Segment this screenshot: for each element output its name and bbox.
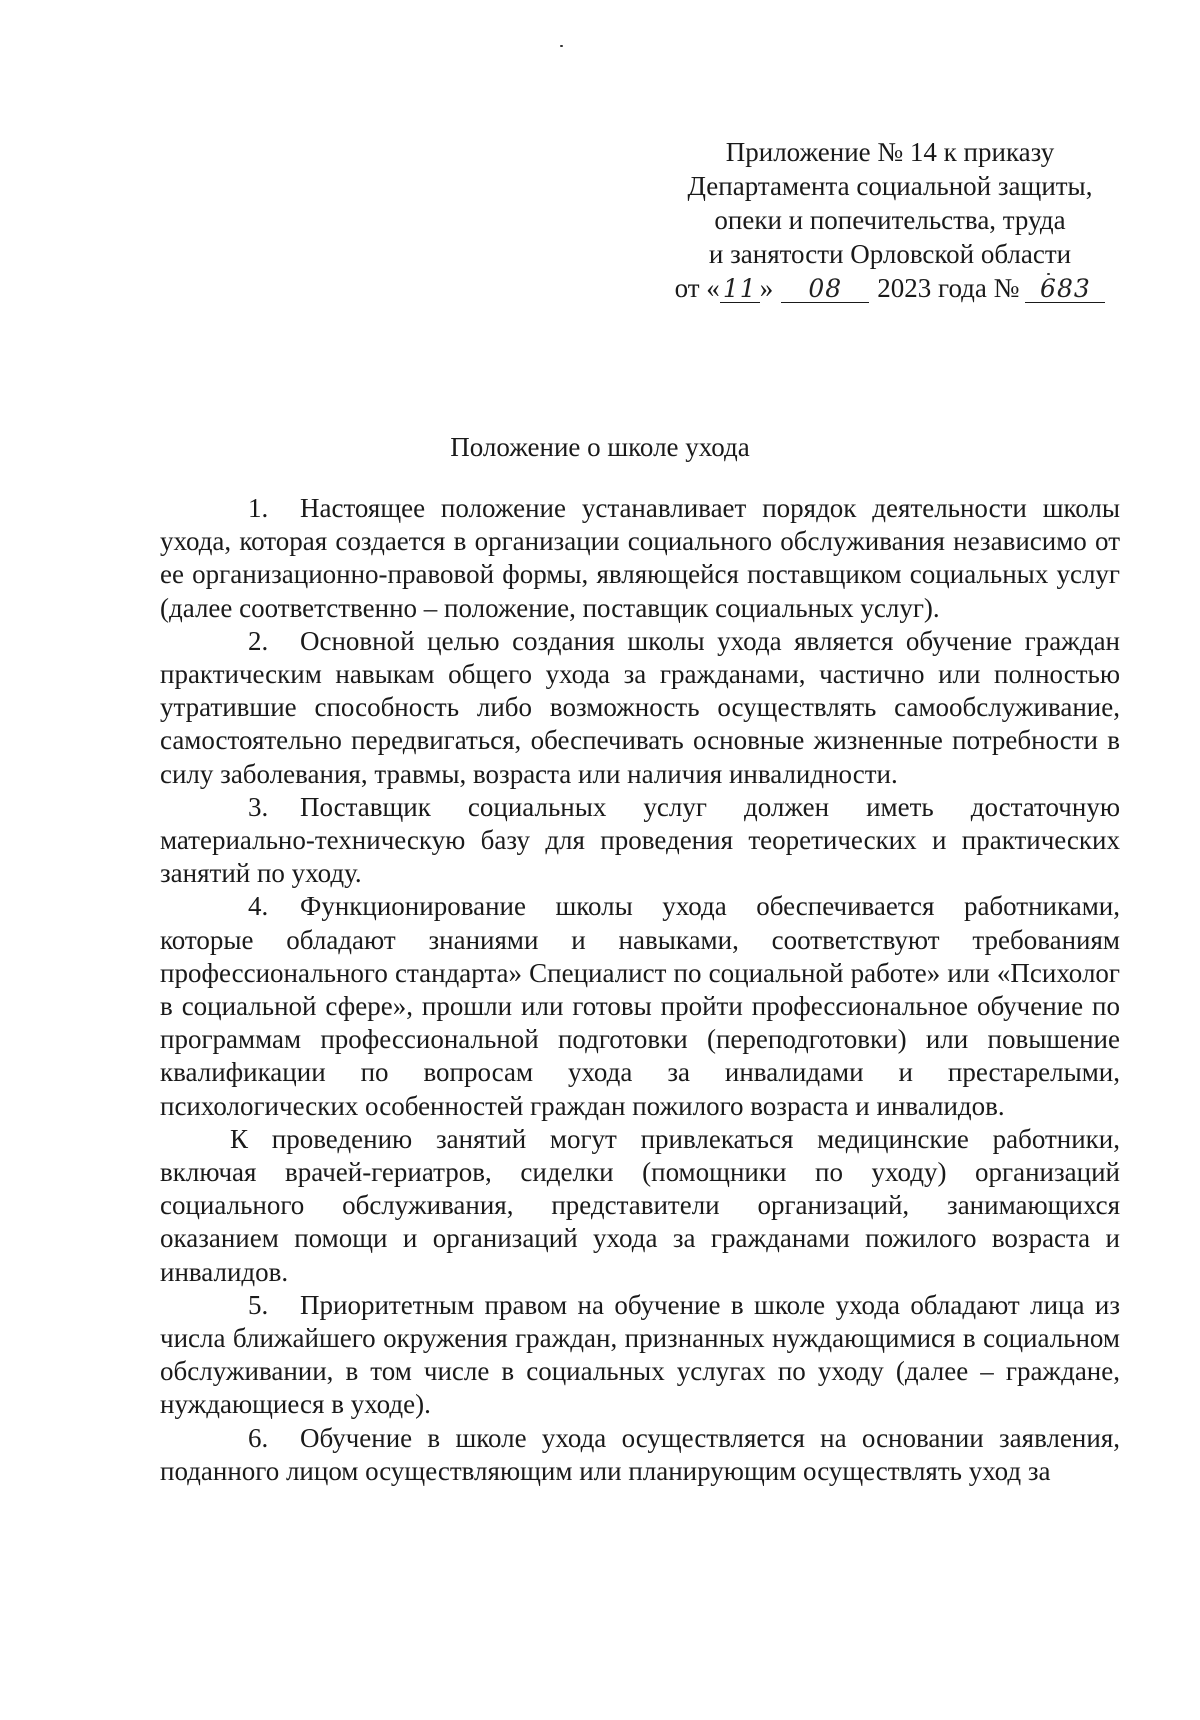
handwritten-order-number: 683	[1025, 275, 1105, 303]
paragraph	[160, 492, 1120, 625]
paragraph-text: Приоритетным правом на обучение в школе ухода обладают лица из числа ближайшего окружения граждан, признанных нуждающимися в социальном обслуживании, в том числе в социальных услугах по уходу (далее – граждане, нуждающиеся в уходе).	[160, 1289, 1120, 1420]
appendix-line-1: Приложение № 14 к приказу	[725, 137, 1055, 167]
handwritten-month: 08	[781, 275, 869, 303]
paragraph-number: 4.	[248, 891, 269, 922]
handwritten-day: 11	[720, 275, 760, 303]
document-title: Положение о школе ухода	[450, 432, 750, 462]
appendix-line-3: опеки и попечительства, труда	[714, 205, 1066, 235]
scan-speck	[560, 45, 563, 47]
paragraph-number: 6.	[248, 1422, 269, 1453]
paragraph-text: Основной целью создания школы ухода является обучение граждан практическим навыкам общего ухода за гражданами, частично или полностью утратившие способность либо возможность осуществлять самообслуживание, самостоятельно передвигаться, обеспечивать основные жизненные потребности в силу заболевания, травмы, возраста или наличия инвалидности.	[160, 625, 1120, 789]
date-quote-close: »	[759, 273, 774, 303]
paragraph	[160, 625, 1120, 791]
document-body	[160, 492, 1120, 1488]
paragraph-text: Обучение в школе ухода осуществляется на основании заявления, поданного лицом осуществляющим или планирующим осуществлять уход за	[160, 1422, 1120, 1486]
paragraph-text: К проведению занятий могут привлекаться медицинские работники, включая врачей-гериатров, сиделки (помощники по уходу) организаций социального обслуживания, представители организаций, занимающихся оказанием помощи и организаций ухода за гражданами пожилого возраста и инвалидов.	[160, 1123, 1120, 1287]
paragraph-number: 5.	[248, 1289, 269, 1320]
paragraph-number: 2.	[248, 625, 269, 656]
appendix-line-4: и занятости Орловской области	[708, 239, 1072, 269]
date-prefix: от «	[674, 273, 720, 303]
appendix-header	[640, 135, 1140, 305]
order-date-line	[640, 271, 1140, 305]
paragraph	[160, 1422, 1120, 1488]
paragraph-text: Поставщик социальных услуг должен иметь достаточную материально-техническую базу для проведения теоретических и практических занятий по уходу.	[160, 791, 1120, 889]
paragraph	[160, 1289, 1120, 1422]
appendix-line-2: Департамента социальной защиты,	[687, 171, 1093, 201]
paragraph-text: Настоящее положение устанавливает порядок деятельности школы ухода, которая создается в организации социального обслуживания независимо от ее организационно-правовой формы, являющейся поставщиком социальных услуг (далее соответственно – положение, поставщик социальных услуг).	[160, 493, 1120, 623]
paragraph	[160, 890, 1120, 1122]
date-year-text: 2023 года №	[877, 273, 1020, 303]
paragraph-number: 1.	[248, 493, 269, 523]
paragraph-text: Функционирование школы ухода обеспечивается работниками, которые обладают знаниями и навыками, соответствуют требованиям профессионального стандарта» Специалист по социальной работе» или «Психолог в социальной сфере», прошли или готовы пройти профессиональное обучение по программам профессиональной подготовки (переподготовки) или повышение квалификации по вопросам ухода за инвалидами и престарелыми, психологических особенностей граждан пожилого возраста и инвалидов.	[160, 891, 1120, 1121]
paragraph	[160, 791, 1120, 891]
paragraph	[160, 1123, 1120, 1289]
paragraph-number: 3.	[248, 791, 269, 822]
